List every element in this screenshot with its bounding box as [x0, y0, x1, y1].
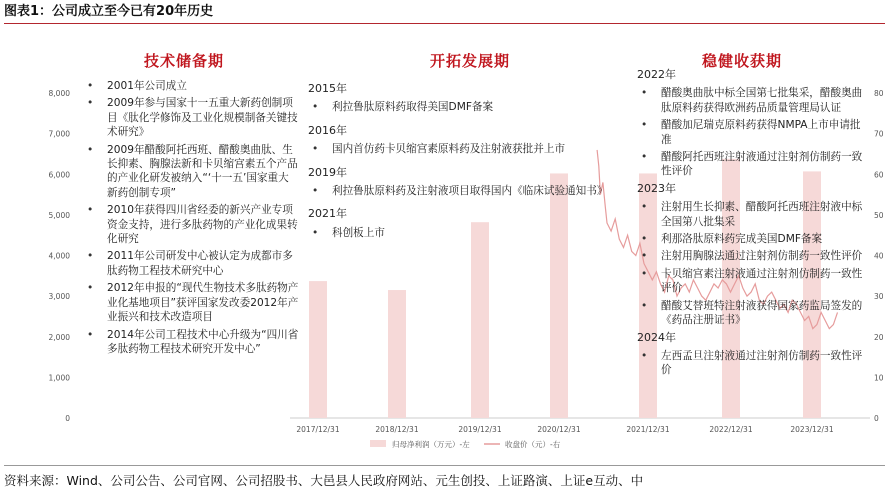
bar [471, 222, 489, 418]
year-label: 2022年 [637, 68, 676, 81]
y-left-tick-label: 6,000 [48, 170, 70, 180]
milestone-list [332, 100, 632, 114]
legend-swatch-bar [370, 440, 386, 447]
timeline-column-1 [107, 79, 299, 359]
year-label: 2021年 [308, 207, 347, 221]
y-right-tick-label: 60 [874, 170, 884, 180]
milestone-list [661, 200, 869, 327]
stage-title-2: 开拓发展期 [429, 52, 510, 70]
figure-title: 图表1：公司成立至今已有20年历史 [4, 1, 885, 24]
year-block [637, 181, 869, 328]
milestone-list [332, 142, 632, 156]
x-tick-label: 2018/12/31 [375, 425, 419, 434]
y-left-tick-label: 5,000 [48, 210, 70, 220]
milestone-item: • 2011年公司研发中心被认定为成都市多肽药物工程技术研究中心 [107, 249, 299, 278]
x-tick-label: 2017/12/31 [296, 425, 340, 434]
y-right-tick-label: 10 [874, 373, 884, 383]
y-right-tick-label: 80 [874, 89, 884, 98]
legend-label-bar: 归母净利润（万元）-左 [392, 440, 470, 449]
milestone-item: • 醋酸艾替班特注射液获得国家药监局签发的《药品注册证书》 [661, 299, 869, 328]
milestone-list [332, 226, 632, 240]
year-block [308, 82, 632, 115]
milestone-item: • 卡贝缩宫素注射液通过注射剂仿制药一致性评价 [661, 267, 869, 296]
milestone-item: • 醋酸奥曲肽中标全国第七批集采，醋酸奥曲肽原料药获得欧洲药品质量管理局认证 [661, 86, 869, 115]
year-block [637, 68, 869, 179]
milestone-item: • 2009年醋酸阿托西班、醋酸奥曲肽、生长抑素、胸腺法新和卡贝缩宫素五个产品的产业化研发被纳入“‘十一五’国家重大新药创制专项” [107, 143, 299, 201]
source-note: 资料来源：Wind、公司公告、公司官网、公司招股书、大邑县人民政府网站、元生创投、上证路演、上证e互动、中 [4, 465, 885, 489]
x-tick-label: 2021/12/31 [626, 425, 670, 434]
milestone-item: • 利拉鲁肽原料药及注射液项目取得国内《临床试验通知书》 [332, 184, 632, 198]
bar [388, 290, 406, 418]
y-left-tick-label: 8,000 [48, 89, 70, 98]
year-block [637, 330, 869, 378]
milestone-item: • 注射用胸腺法通过注射剂仿制药一致性评价 [661, 249, 869, 263]
year-block [308, 165, 632, 199]
milestone-item: • 国内首仿药卡贝缩宫素原料药及注射液获批并上市 [332, 142, 632, 156]
y-right-tick-label: 0 [874, 414, 879, 423]
milestone-item: • 2001年公司成立 [107, 79, 299, 93]
milestone-item: • 2012年申报的“现代生物技术多肽药物产业化基地项目”获评国家发改委2012年产业振兴和技术改造项目 [107, 281, 299, 324]
y-right-tick-label: 30 [874, 292, 884, 302]
legend-label-line: 收盘价（元）-右 [505, 440, 561, 449]
y-right-tick-label: 70 [874, 129, 884, 139]
y-left-tick-label: 1,000 [48, 373, 70, 383]
y-right-tick-label: 40 [874, 251, 884, 261]
year-label: 2015年 [308, 82, 347, 95]
timeline-column-3 [637, 66, 869, 381]
year-label: 2016年 [308, 123, 347, 137]
year-label: 2024年 [637, 330, 676, 344]
x-tick-label: 2022/12/31 [709, 425, 753, 434]
milestone-item: • 2009年参与国家十一五重大新药创制项目《肽化学修饰及工业化规模制备关键技术研究》 [107, 96, 299, 139]
milestone-list [107, 79, 299, 356]
year-label: 2023年 [637, 181, 676, 195]
x-tick-label: 2023/12/31 [790, 425, 834, 434]
milestone-item: • 利那洛肽原料药完成美国DMF备案 [661, 232, 869, 246]
milestone-list [661, 349, 869, 378]
milestone-item: • 醋酸加尼瑞克原料药获得NMPA上市申请批准 [661, 118, 869, 147]
y-right-tick-label: 20 [874, 332, 884, 342]
year-label: 2019年 [308, 165, 347, 179]
x-tick-label: 2020/12/31 [537, 425, 581, 434]
y-left-tick-label: 2,000 [48, 332, 70, 342]
milestone-list [661, 86, 869, 178]
y-left-tick-label: 3,000 [48, 292, 70, 302]
milestone-item: • 醋酸阿托西班注射液通过注射剂仿制药一致性评价 [661, 150, 869, 179]
timeline-column-2 [308, 80, 632, 249]
x-tick-label: 2019/12/31 [458, 425, 502, 434]
y-left-tick-label: 4,000 [48, 251, 70, 261]
milestone-item: • 2014年公司工程技术中心升级为“四川省多肽药物工程技术研究开发中心” [107, 328, 299, 357]
year-block [308, 207, 632, 240]
y-left-tick-label: 7,000 [48, 129, 70, 139]
year-block [308, 123, 632, 157]
bar [309, 281, 327, 418]
stage-title-1: 技术储备期 [143, 52, 224, 70]
milestone-list [332, 184, 632, 198]
milestone-item: • 科创板上市 [332, 226, 632, 240]
y-left-tick-label: 0 [65, 414, 70, 423]
milestone-item: • 注射用生长抑素、醋酸阿托西班注射液中标全国第八批集采 [661, 200, 869, 229]
stage-title-3: 稳健收获期 [701, 52, 782, 70]
milestone-item: • 左西孟旦注射液通过注射剂仿制药一致性评价 [661, 349, 869, 378]
y-right-tick-label: 50 [874, 210, 884, 220]
milestone-item: • 2010年获得四川省经委的新兴产业专项资金支持，进行多肽药物的产业化成果转化研究 [107, 203, 299, 246]
milestone-item: • 利拉鲁肽原料药取得美国DMF备案 [332, 100, 632, 114]
